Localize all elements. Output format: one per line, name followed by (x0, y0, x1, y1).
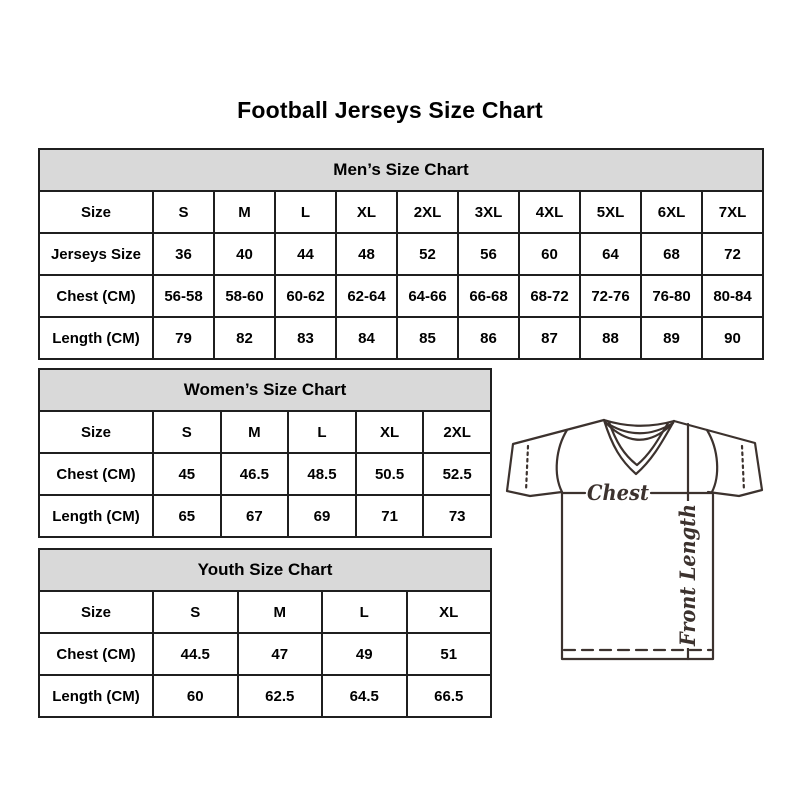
table-cell: 62-64 (336, 275, 397, 317)
table-cell: 90 (702, 317, 763, 359)
table-cell: 67 (221, 495, 289, 537)
table-cell: 3XL (458, 191, 519, 233)
table-cell: S (153, 191, 214, 233)
table-cell: 64-66 (397, 275, 458, 317)
table-cell: 68 (641, 233, 702, 275)
table-cell: 40 (214, 233, 275, 275)
table-cell: 87 (519, 317, 580, 359)
row-label: Size (39, 591, 153, 633)
table-cell: 2XL (423, 411, 491, 453)
table-cell: 56 (458, 233, 519, 275)
row-label: Chest (CM) (39, 633, 153, 675)
table-cell: 48 (336, 233, 397, 275)
table-row (39, 191, 763, 233)
table-cell: 88 (580, 317, 641, 359)
left-cuff-dotted-line (526, 446, 528, 491)
table-title: Women’s Size Chart (39, 369, 491, 411)
table-cell: 60 (519, 233, 580, 275)
front-length-label: Front Length (675, 491, 700, 646)
page-title: Football Jerseys Size Chart (237, 97, 543, 123)
womens-size-table (38, 368, 492, 538)
table-cell: 82 (214, 317, 275, 359)
table-row (39, 495, 491, 537)
row-label: Length (CM) (39, 495, 153, 537)
table-row (39, 453, 491, 495)
table-cell: 71 (356, 495, 424, 537)
table-cell: 62.5 (238, 675, 323, 717)
table-cell: M (221, 411, 289, 453)
table-cell: 49 (322, 633, 407, 675)
chest-label: Chest (587, 480, 650, 505)
table-cell: 60-62 (275, 275, 336, 317)
row-label: Length (CM) (39, 317, 153, 359)
table-cell: 47 (238, 633, 323, 675)
table-cell: 58-60 (214, 275, 275, 317)
table-cell: 83 (275, 317, 336, 359)
table-cell: 85 (397, 317, 458, 359)
table-cell: 50.5 (356, 453, 424, 495)
row-label: Chest (CM) (39, 275, 153, 317)
youth-size-table (38, 548, 492, 718)
table-cell: 72 (702, 233, 763, 275)
table-cell: 68-72 (519, 275, 580, 317)
table-cell: 69 (288, 495, 356, 537)
table-cell: 86 (458, 317, 519, 359)
table-cell: 84 (336, 317, 397, 359)
table-row (39, 411, 491, 453)
table-cell: 5XL (580, 191, 641, 233)
table-cell: 4XL (519, 191, 580, 233)
table-cell: 72-76 (580, 275, 641, 317)
table-cell: S (153, 411, 221, 453)
right-cuff-dotted-line (742, 446, 744, 491)
table-row (39, 591, 491, 633)
table-cell: 80-84 (702, 275, 763, 317)
jersey-right-armhole-seam (707, 430, 717, 492)
table-cell: XL (356, 411, 424, 453)
row-label: Length (CM) (39, 675, 153, 717)
table-cell: 89 (641, 317, 702, 359)
table-cell: 44 (275, 233, 336, 275)
table-title: Men’s Size Chart (39, 149, 763, 191)
table-cell: 66-68 (458, 275, 519, 317)
table-cell: 65 (153, 495, 221, 537)
table-cell: 51 (407, 633, 492, 675)
table-row (39, 317, 763, 359)
jersey-collar (604, 420, 674, 426)
table-cell: 60 (153, 675, 238, 717)
table-cell: XL (336, 191, 397, 233)
table-row (39, 275, 763, 317)
table-title-row (39, 549, 491, 591)
table-cell: L (275, 191, 336, 233)
table-cell: 2XL (397, 191, 458, 233)
table-cell: 79 (153, 317, 214, 359)
row-label: Jerseys Size (39, 233, 153, 275)
row-label: Chest (CM) (39, 453, 153, 495)
table-cell: 64.5 (322, 675, 407, 717)
table-cell: 36 (153, 233, 214, 275)
jersey-measurement-diagram (505, 398, 765, 682)
table-cell: XL (407, 591, 492, 633)
table-cell: 45 (153, 453, 221, 495)
jersey-left-armhole-seam (557, 430, 567, 492)
table-cell: L (288, 411, 356, 453)
table-cell: 64 (580, 233, 641, 275)
table-cell: 56-58 (153, 275, 214, 317)
row-label: Size (39, 191, 153, 233)
row-label: Size (39, 411, 153, 453)
table-cell: 44.5 (153, 633, 238, 675)
table-cell: 66.5 (407, 675, 492, 717)
table-title-row (39, 369, 491, 411)
table-cell: S (153, 591, 238, 633)
table-cell: L (322, 591, 407, 633)
table-cell: 6XL (641, 191, 702, 233)
table-row (39, 233, 763, 275)
table-cell: 48.5 (288, 453, 356, 495)
table-cell: 46.5 (221, 453, 289, 495)
table-cell: 7XL (702, 191, 763, 233)
table-cell: 52 (397, 233, 458, 275)
table-cell: 73 (423, 495, 491, 537)
mens-size-table (38, 148, 764, 360)
table-title: Youth Size Chart (39, 549, 491, 591)
table-cell: 76-80 (641, 275, 702, 317)
table-title-row (39, 149, 763, 191)
table-cell: M (238, 591, 323, 633)
table-cell: M (214, 191, 275, 233)
table-row (39, 633, 491, 675)
table-row (39, 675, 491, 717)
table-cell: 52.5 (423, 453, 491, 495)
